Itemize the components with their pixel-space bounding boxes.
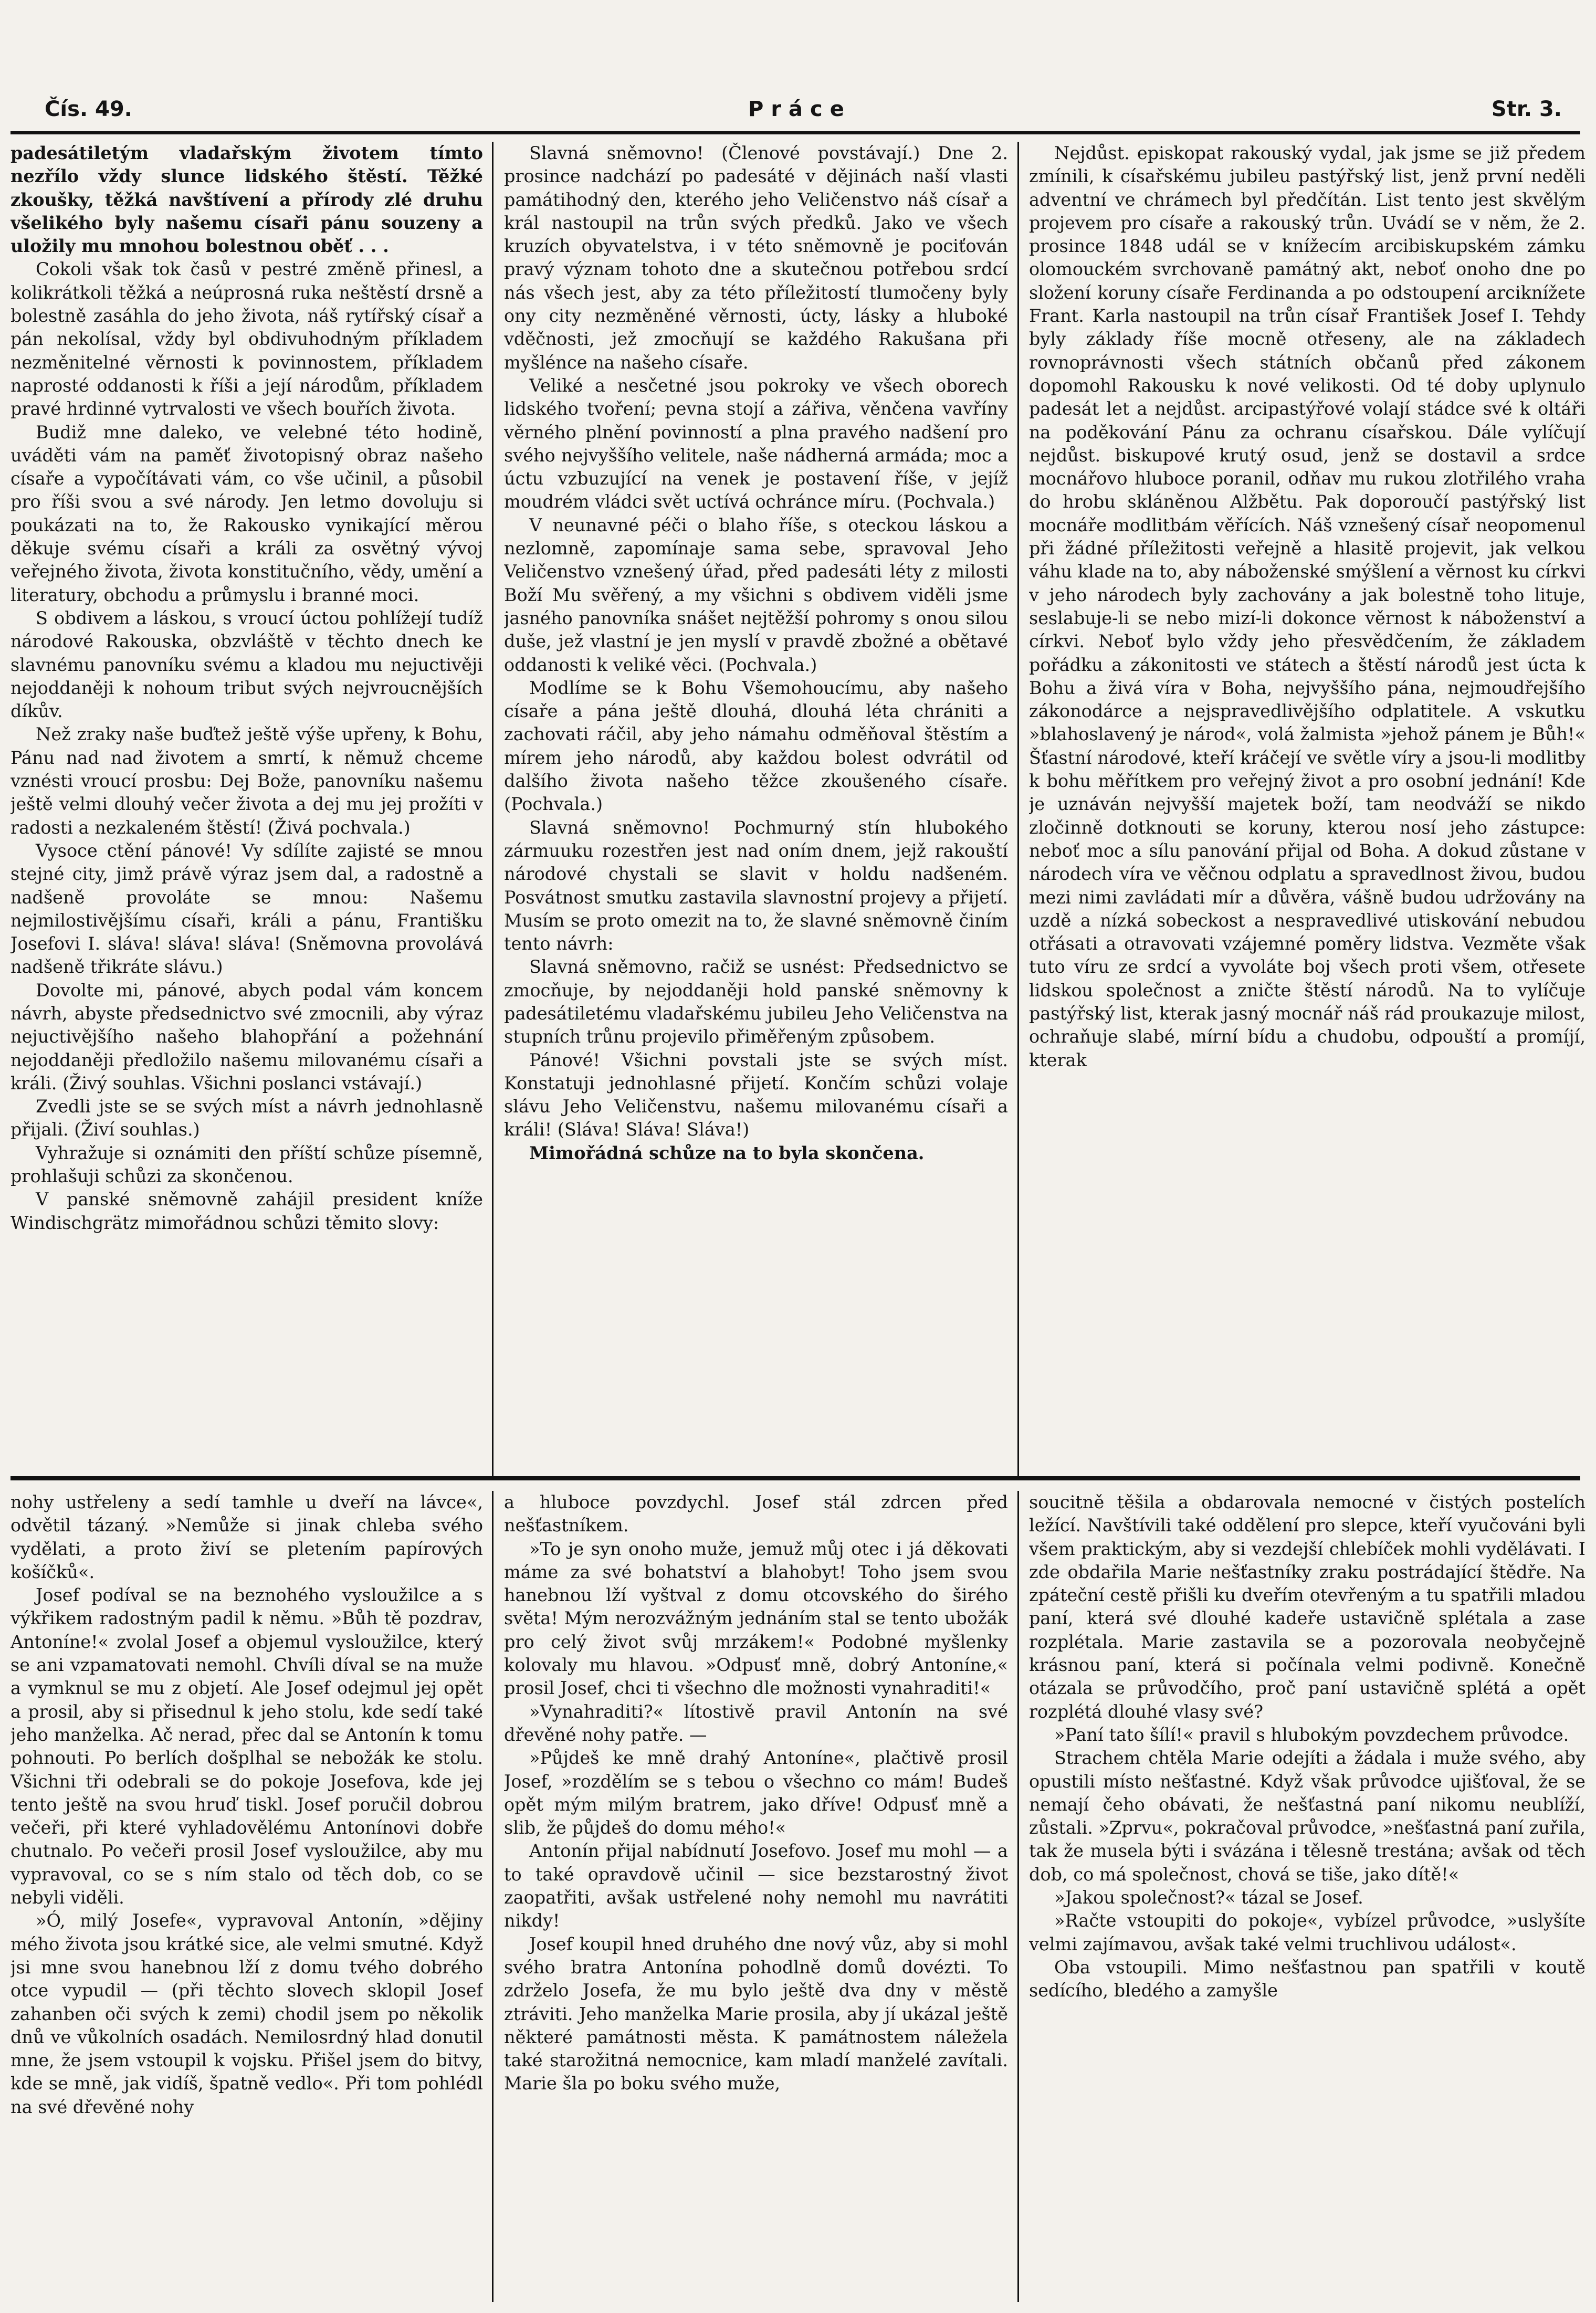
paragraph: Nejdůst. episkopat rakouský vydal, jak jsme se již předem zmínili, k císařskému jubileu pastýřský list, jenž první neděli adventní ve chrámech byl předčítán. List tento jest skvělým projevem pro císaře a rakouský trůn. Uvádí se v něm, že 2. prosince 1848 udál se v knížecím arcibiskupském zámku olomouckém svrchovaně památný akt, neboť onoho dne po složení koruny císaře Ferdinanda a po odstoupení arciknížete Frant. Karla nastoupil na trůn císař František Josef I. Tehdy byly základy říše mocně otřeseny, ale na základech rovnoprávnosti všech státních občanů před zákonem dopomohl Rakousku k nové velikosti. Od té doby uplynulo padesát let a nejdůst. arcipastýřové volají stádce své k oltáři na poděkování Pánu za ochranu císařskou. Dále vylíčují nejdůst. biskupové krutý osud, jenž se dostavil a srdce mocnářovo hluboce poranil, odňav mu rukou zlotřilého vraha do hrobu skláněnou Alžbětu. Pak doporoučí pastýřský list mocnáře modlitbám věřících. Náš vznešený císař neopomenul při žádné příležitosti veřejně a hlasitě projevit, jak velkou váhu klade na to, aby náboženské smýšlení a věrnost ku církvi v jeho národech byly zachovány a jak bolestně toho lituje, seslabuje-li se nebo mizí-li dokonce věrnost k náboženství a církvi. Neboť bylo vždy jeho přesvědčením, že základem pořádku a zákonitosti ve státech a štěstí národů jest úcta k Bohu a živá víra v Boha, nejvyššího pána, nejmoudřejšího zákonodárce a nejspravedlivějšího odplatitele. A vskutku »blahoslavený je národ«, volá žalmista »jehož pánem je Bůh!« Šťastní národové, kteří kráčejí ve světle víry a jsou-li modlitby k bohu měřítkem pro veřejný život a pro osobní jednání! Kde je uznáván nejvyšší majetek boží, tam neodváží se nikdo zločinně dotknouti se koruny, kterou nosí jeho zástupce: neboť moc a sílu panování přijal od Boha. A dokud zůstane v národech víra ve věčnou odplatu a spravedlnost živou, budou mezi nimi zavládati mír a důvěra, vášně budou udržovány na uzdě a nízká sobeckost a nespravedlivé utiskování nebudou otřásati a otravovati vzájemné poměry lidstva. Vezměte však tuto víru ze srdcí a vyvoláte boj všech proti všem, otřesete lidskou společnost a zničte štěstí národů. Na to vylíčuje pastýřský list, kterak jasný mocnář náš rád proukazuje milost, ochraňuje slabé, mírní bídu a chudobu, odpouští a promíjí, kterak [1029,143,1586,1070]
paragraph: Vysoce ctění pánové! Vy sdílíte zajisté se mnou stejné city, jimž právě výraz jsem dal, a radostně a nadšeně provoláte se mnou: Našemu nejmilostivějšímu císaři, králi a pánu, Františku Josefovi I. sláva! sláva! sláva! (Sněmovna provolává nadšeně třikráte slávu.) [10,840,483,977]
paragraph: »Paní tato šílí!« pravil s hlubokým povzdechem průvodce. [1054,1724,1569,1745]
paragraph: Než zraky naše buďtež ještě výše upřeny, k Bohu, Pánu nad nad životem a smrtí, k němuž chceme vznésti vroucí prosbu: Dej Bože, panovníku našemu ještě velmi dlouhý večer života a dej mu jej prožíti v radosti a nezkaleném štěstí! (Živá pochvala.) [10,724,483,838]
paragraph: Slavná sněmovno, račiž se usnést: Předsednictvo se zmocňuje, by nejoddaněji hold panské sněmovny k padesátiletému vladařskému jubileu Jeho Veličenstva na stupních trůnu projevilo přiměřeným způsobem. [504,956,1008,1047]
issue-number: Čís. 49. [45,97,132,121]
paragraph: Oba vstoupili. Mimo nešťastnou pan spatřili v koutě sedícího, bledého a zamyšle [1029,1957,1586,2001]
paragraph: V panské sněmovně zahájil president kníže Windischgrätz mimořádnou schůzi těmito slovy: [10,1189,483,1233]
article-column-2 [504,142,1008,1478]
page-number: Str. 3. [1491,97,1562,121]
paragraph: a hluboce povzdychl. Josef stál zdrcen před nešťastníkem. [504,1492,1008,1536]
paragraph: padesátiletým vladařským životem tímto nezřílo vždy slunce lidského štěstí. Těžké zkoušky, těžká navštívení a přírody zlé druhu všelikého byly našemu císaři pánu souzeny a uložily mu mnohou bolestnou oběť . . . [10,143,483,257]
paragraph: soucitně těšila a obdarovala nemocné v čistých postelích ležící. Navštívili také oddělení pro slepce, kteří vyučováni byli všem praktickým, aby si vezdejší chlebíček mohli vydělávati. I zde obdařila Marie nešťastníky zraku postrádající štědře. Na zpáteční cestě přišli ku dveřím otevřeným a tu spatřili mladou paní, která své dlouhé kadeře ustavičně splétala a zase rozplétala. Marie zastavila se a pozorovala neobyčejně krásnou paní, která si počínala velmi podivně. Konečně otázala se průvodčího, proč paní ustavičně splétá a opět rozplétá dlouhé vlasy své? [1029,1492,1586,1722]
paragraph: Slavná sněmovno! (Členové povstávají.) Dne 2. prosince nadchází po padesáté v dějinách naší vlasti památihodný den, kterého jeho Veličenstvo náš císař a král nastoupil na trůn svých předků. Jako ve všech kruzích obyvatelstva, i v této sněmovně je pociťován pravý význam tohoto dne a skutečnou potřebou srdcí nás všech jest, aby za této příležitostí tlumočeny byly ony city nezměněné věrnosti, úcty, lásky a hluboké vděčnosti, jež zmocňují se každého Rakušana při myšlénce na našeho císaře. [504,143,1008,373]
article-column-3 [1029,142,1586,1478]
paragraph: »To je syn onoho muže, jemuž můj otec i já děkovati máme za své bohatství a blahobyt! Toho jsem svou hanebnou lží vyštval z domu otcovského do širého světa! Mým nerozvážným jednáním stal se tento ubožák pro celý život svůj mrzákem!« Podobné myšlenky kolovaly mu hlavou. »Odpusť mně, dobrý Antoníne,« prosil Josef, chci ti všechno dle možnosti vynahraditi!« [504,1538,1008,1699]
article-column-1 [10,142,483,1478]
paragraph: »Půjdeš ke mně drahý Antoníne«, plačtivě prosil Josef, »rozdělím se s tebou o všechno co mám! Budeš opět mým milým bratrem, jako dříve! Odpusť mně a slib, že půjdeš do domu mého!« [504,1748,1008,1838]
paragraph: »Jakou společnost?« tázal se Josef. [1054,1887,1363,1908]
paragraph: Vyhražuje si oznámiti den příští schůze písemně, prohlašuji schůzi za skončenou. [10,1142,483,1187]
paragraph: Zvedli jste se se svých míst a návrh jednohlasně přijali. (Živí souhlas.) [10,1096,483,1140]
paragraph: V neunavné péči o blaho říše, s oteckou láskou a nezlomně, zapomínaje sama sebe, spravoval Jeho Veličenstvo vznešený úřad, před padesáti léty z milosti Boží Mu svěřený, a my všichni s obdivem viděli jsme jasného panovníka snášet nejtěžší pohromy s onou silou duše, jež vlastní je jen myslí v pravdě zbožné a obětavé oddanosti k veliké věci. (Pochvala.) [504,514,1008,675]
paragraph: Budiž mne daleko, ve velebné této hodině, uváděti vám na paměť životopisný obraz našeho císaře a vypočítávati vám, co vše učinil, a působil pro říši svou a své národy. Jen letmo dovoluju si poukázati na to, že Rakousko vynikající měrou děkuje svému císaři a králi za osvětný vývoj veřejného života, života konstitučního, vědy, umění a literatury, obchodu a průmyslu i branné moci. [10,422,483,605]
paragraph: S obdivem a láskou, s vroucí úctou pohlížejí tudíž národové Rakouska, obzvláště v těchto dnech ke slavnému panovníku svému a kladou mu nejuctivěji nejoddaněji k nohoum tribut svých nejvroucnějších díkův. [10,607,483,722]
paragraph: Mimořádná schůze na to byla skončena. [529,1142,925,1163]
paragraph: »Vynahraditi?« lítostivě pravil Antonín na své dřevěné nohy patře. — [504,1701,1008,1745]
column-divider-bottom-2 [1017,1491,1019,2302]
paragraph: Josef koupil hned druhého dne nový vůz, aby si mohl svého bratra Antonína pohodlně domů dovézti. To zdrželo Josefa, že mu bylo ještě dva dny v městě ztráviti. Jeho manželka Marie prosila, aby jí ukázal ještě některé památnosti města. K památnostem náležela také starožitná nemocnice, kam mladí manželé zavítali. Marie šla po boku svého muže, [504,1933,1008,2094]
paragraph: Antonín přijal nabídnutí Josefovo. Josef mu mohl — a to také opravdově učinil — sice bezstarostný život zaopatřiti, avšak ustřelené nohy nemohl mu navrátiti nikdy! [504,1841,1008,1931]
paragraph: Strachem chtěla Marie odejíti a žádala i muže svého, aby opustili místo nešťastné. Když však průvodce ujišťoval, že se nemají čeho obávati, že nešťastná paní nikomu neublíží, zůstali. »Zprvu«, pokračoval průvodce, »nešťastná paní zuřila, tak že musela býti i svázána i tělesně trestána; avšak od těch dob, co má společnost, chová se tiše, jako dítě!« [1029,1748,1586,1885]
column-divider-bottom-1 [492,1491,494,2302]
paragraph: nohy ustřeleny a sedí tamhle u dveří na lávce«, odvětil tázaný. »Nemůže si jinak chleba svého vydělati, a proto živí se pletením papírových košíčků«. [10,1492,483,1582]
story-column-3 [1029,1491,1586,2302]
paragraph: Cokoli však tok časů v pestré změně přinesl, a kolikrátkoli těžká a neúprosná ruka neštěstí drsně a bolestně zasáhla do jeho života, náš rytířský císař a pán nekolísal, vždy byl obdivuhodným příkladem nezměnitelné věrnosti k povinnostem, příkladem naprosté oddanosti k říši a její národům, příkladem pravé hrdinné vytrvalosti ve všech bouřích života. [10,259,483,419]
newspaper-title: Práce [748,97,852,121]
paragraph: Slavná sněmovno! Pochmurný stín hlubokého zármuuku rozestřen jest nad oním dnem, jejž rakouští národové chystali se slavit v holdu nadšeném. Posvátnost smutku zastavila slavnostní projevy a přijetí. Musím se proto omezit na to, že slavné sněmovně činím tento návrh: [504,817,1008,954]
column-divider-top-2 [1017,142,1019,1478]
paragraph: »Račte vstoupiti do pokoje«, vybízel průvodce, »uslyšíte velmi zajímavou, avšak také velmi truchlivou událost«. [1029,1910,1586,1954]
paragraph: Veliké a nesčetné jsou pokroky ve všech oborech lidského tvoření; pevna stojí a zářiva, věnčena vavříny věrného plnění povinností a plna pravého nadšení pro svého nejvyššího velitele, naše nádherná armáda; moc a úctu vzbuzující na venek je postavení říše, v jejíž moudrém vládci svět uctívá ochránce míru. (Pochvala.) [504,375,1008,512]
paragraph: »Ó, milý Josefe«, vypravoval Antonín, »dějiny mého života jsou krátké sice, ale velmi smutné. Když jsi mne svou hanebnou lží z domu tvého dobrého otce vypudil — (při těchto slovech sklopil Josef zahanben oči svých k zemi) chodil jsem po několik dnů ve vůkolních osadách. Nemilosrdný hlad donutil mne, že jsem vstoupil k vojsku. Přišel jsem do bitvy, kde se mně, jak vidíš, špatně vedlo«. Při tom pohlédl na své dřevěné nohy [10,1910,483,2117]
paragraph: Dovolte mi, pánové, abych podal vám koncem návrh, abyste předsednictvo své zmocnili, aby výraz nejuctivějšího našeho blahopřání a požehnání nejoddaněji předložilo našemu milovanému císaři a králi. (Živý souhlas. Všichni poslanci vstávají.) [10,980,483,1094]
paragraph: Josef podíval se na beznohého vysloužilce a s výkřikem radostným padil k němu. »Bůh tě pozdrav, Antoníne!« zvolal Josef a objemul vysloužilce, který se ani vzpamatovati nemohl. Chvíli díval se na muže a vymknul se mu z objetí. Ale Josef odejmul jej opět a prosil, aby si přisednul k jeho stolu, kde sedí také jeho manželka. Ač nerad, přec dal se Antonín k tomu pohnouti. Po berlích došplhal se nebožák ke stolu. Všichni tři odebrali se do pokoje Josefova, kde jej tento ještě na svou hruď tiskl. Josef poručil dobrou večeři, při které vyhladovělému Antonínovi dobře chutnalo. Po večeři prosil Josef vysloužilce, aby mu vypravoval, co se s ním stalo od těch dob, co se nebyli viděli. [10,1585,483,1908]
header-rule [10,131,1580,134]
column-divider-top-1 [492,142,494,1478]
story-column-2 [504,1491,1008,2302]
paragraph: Pánové! Všichni povstali jste se svých míst. Konstatuji jednohlasné přijetí. Končím schůzi volaje slávu Jeho Veličenstvu, našemu milovanému císaři a králi! (Sláva! Sláva! Sláva!) [504,1049,1008,1140]
page-header [45,97,1562,134]
paragraph: Modlíme se k Bohu Všemohoucímu, aby našeho císaře a pána ještě dlouhá, dlouhá léta chrániti a zachovati ráčil, aby jeho námahu odměňoval štěstím a mírem jeho národů, aby každou bolest odvrátil od dalšího života našeho těžce zkoušeného císaře. (Pochvala.) [504,677,1008,815]
story-column-1 [10,1491,483,2302]
